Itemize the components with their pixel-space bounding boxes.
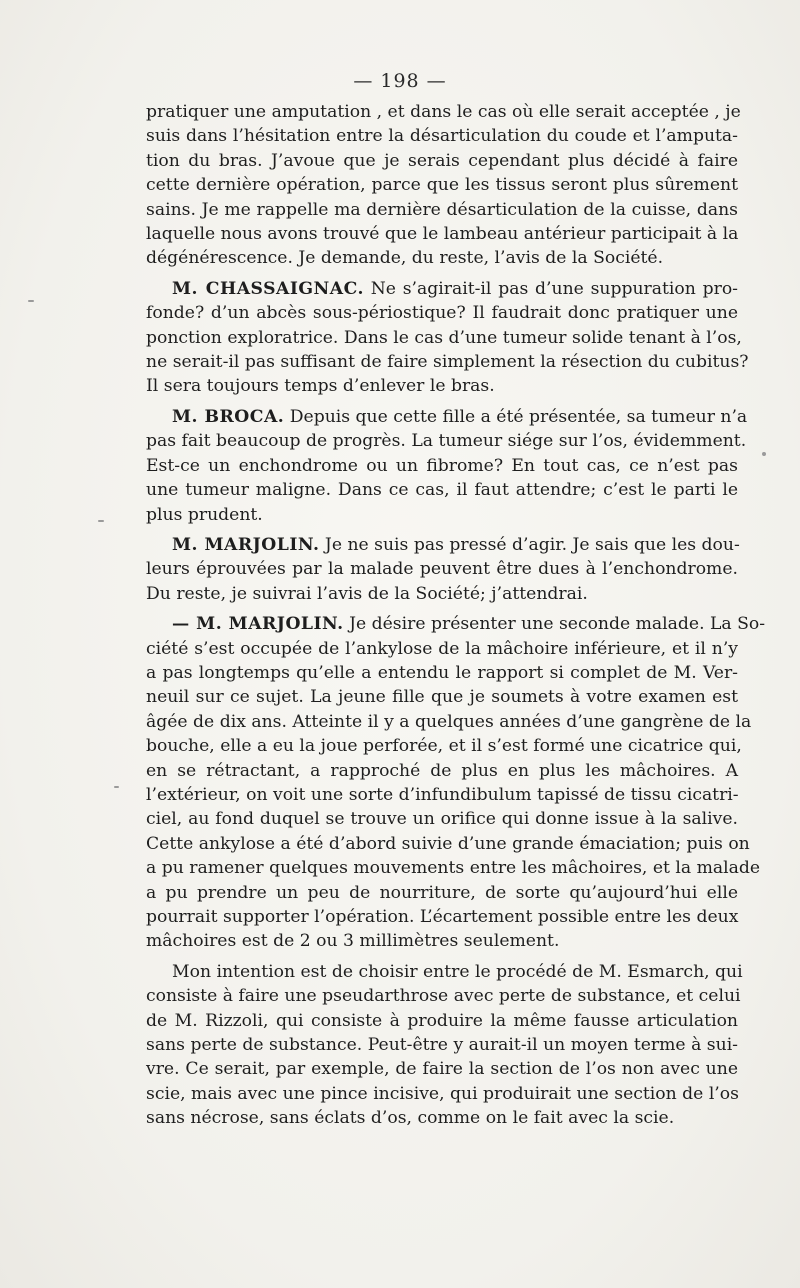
- text-span: Ne s’agirait-il pas d’une suppuration pro-: [363, 278, 738, 299]
- page-number: — 198 —: [353, 70, 447, 92]
- print-speck: [98, 520, 104, 522]
- text-line: ciel, au fond duquel se trouve un orifice qui donne issue à la salive.: [146, 809, 738, 830]
- text-line: suis dans l’hésitation entre la désarticulation du coude et l’amputa-: [146, 126, 738, 147]
- text-line: sans nécrose, sans éclats d’os, comme on le fait avec la scie.: [146, 1108, 675, 1129]
- text-line: a pu ramener quelques mouvements entre les mâchoires, et la malade: [146, 858, 761, 879]
- text-span: Je ne suis pas pressé d’agir. Je sais que les dou-: [319, 534, 740, 555]
- text-line: Mon intention est de choisir entre le procédé de M. Esmarch, qui: [172, 961, 743, 982]
- text-line: pourrait supporter l’opération. L’écartement possible entre les deux: [146, 907, 739, 927]
- text-line: une tumeur maligne. Dans ce cas, il faut attendre; c’est le parti le: [146, 480, 738, 501]
- text-line: ponction exploratrice. Dans le cas d’une tumeur solide tenant à l’os,: [146, 327, 742, 348]
- text-span: Depuis que cette fille a été présentée, sa tumeur n’a: [284, 406, 748, 427]
- paragraph-marjolin-reply: [146, 533, 738, 606]
- text-line: cette dernière opération, parce que les tissus seront plus sûrement: [146, 175, 738, 196]
- text-span: Je désire présenter une seconde malade. La So-: [343, 614, 766, 635]
- text-line: Cette ankylose a été d’abord suivie d’une grande émaciation; puis on: [146, 833, 750, 854]
- text-line: mâchoires est de 2 ou 3 millimètres seulement.: [146, 931, 560, 952]
- body-text: [146, 100, 766, 1137]
- text-line: neuil sur ce sujet. La jeune fille que je soumets à votre examen est: [146, 687, 738, 708]
- text-line: tion du bras. J’avoue que je serais cependant plus décidé à faire: [146, 150, 738, 171]
- speaker-name: — M. MARJOLIN.: [172, 614, 344, 635]
- text-line: âgée de dix ans. Atteinte il y a quelques années d’une gangrène de la: [146, 711, 752, 732]
- print-speck: [28, 300, 34, 302]
- print-speck: [762, 452, 766, 456]
- text-line: de M. Rizzoli, qui consiste à produire la même fausse articulation: [146, 1010, 738, 1031]
- text-line: pas fait beaucoup de progrès. La tumeur siége sur l’os, évidemment.: [146, 431, 747, 452]
- text-line: laquelle nous avons trouvé que le lambeau antérieur participait à la: [146, 224, 739, 245]
- paragraph-marjolin-ankylosis: [146, 612, 766, 954]
- text-line: l’extérieur, on voit une sorte d’infundibulum tapissé de tissu cicatri-: [146, 784, 739, 805]
- text-line: [146, 612, 766, 636]
- text-line: vre. Ce serait, par exemple, de faire la section de l’os non avec une: [146, 1059, 738, 1080]
- speaker-name: M. MARJOLIN.: [172, 534, 320, 555]
- text-line: Il sera toujours temps d’enlever le bras.: [146, 376, 495, 397]
- paragraph-chassaignac: [146, 277, 749, 399]
- text-line: ciété s’est occupée de l’ankylose de la mâchoire inférieure, et il n’y: [146, 638, 738, 659]
- text-line: sans perte de substance. Peut-être y aurait-il un moyen terme à sui-: [146, 1035, 738, 1056]
- text-line: pratiquer une amputation , et dans le cas où elle serait acceptée , je: [146, 102, 741, 122]
- text-line: [146, 533, 738, 557]
- text-line: bouche, elle a eu la joue perforée, et il s’est formé une cicatrice qui,: [146, 736, 742, 757]
- text-line: [146, 277, 738, 301]
- text-line: a pas longtemps qu’elle a entendu le rapport si complet de M. Ver-: [146, 662, 738, 683]
- text-line: a pu prendre un peu de nourriture, de sorte qu’aujourd’hui elle: [146, 882, 738, 903]
- paragraph-amputation: [146, 100, 741, 271]
- text-line: leurs éprouvées par la malade peuvent être dues à l’enchondrome.: [146, 559, 738, 580]
- text-line: [146, 405, 748, 429]
- text-line: Est-ce un enchondrome ou un fibrome? En tout cas, ce n’est pas: [146, 455, 738, 476]
- text-line: plus prudent.: [146, 504, 263, 525]
- text-line: scie, mais avec une pince incisive, qui produirait une section de l’os: [146, 1083, 739, 1104]
- text-line: Du reste, je suivrai l’avis de la Société; j’attendrai.: [146, 583, 588, 604]
- speaker-name: M. BROCA.: [172, 406, 285, 427]
- text-line: consiste à faire une pseudarthrose avec perte de substance, et celui: [146, 986, 741, 1007]
- text-line: fonde? d’un abcès sous-périostique? Il faudrait donc pratiquer une: [146, 303, 738, 324]
- text-line: en se rétractant, a rapproché de plus en plus les mâchoires. A: [146, 760, 738, 781]
- text-line: sains. Je me rappelle ma dernière désarticulation de la cuisse, dans: [146, 199, 738, 220]
- paragraph-broca: [146, 405, 748, 527]
- text-line: dégénérescence. Je demande, du reste, l’avis de la Société.: [146, 248, 664, 269]
- print-speck: [114, 786, 119, 788]
- paragraph-intention: [146, 960, 743, 1131]
- speaker-name: M. CHASSAIGNAC.: [172, 278, 364, 299]
- text-line: ne serait-il pas suffisant de faire simplement la résection du cubitus?: [146, 352, 749, 373]
